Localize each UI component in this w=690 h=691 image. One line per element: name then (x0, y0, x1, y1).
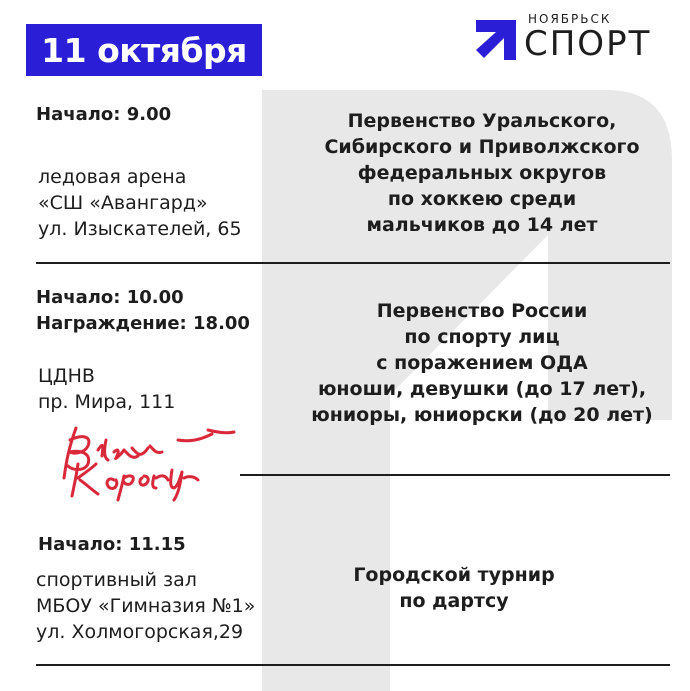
title-line: по хоккею среди (387, 188, 577, 210)
event-3-start: Начало: 11.15 (38, 534, 186, 555)
event-2-venue (38, 363, 175, 415)
event-1-title (278, 108, 686, 238)
brand-logo (474, 12, 684, 68)
divider (36, 664, 670, 666)
date-badge (26, 24, 262, 76)
title-line: юниоры, юниорски (до 20 лет) (311, 404, 653, 426)
title-line: по спорту лиц (404, 326, 560, 348)
title-line: с поражением ОДА (376, 352, 588, 374)
event-2-award: Награждение: 18.00 (36, 313, 250, 334)
divider (240, 474, 670, 476)
title-line: Сибирского и Приволжского (324, 136, 640, 158)
event-2-title (278, 298, 686, 428)
date-label: 11 октября (41, 30, 247, 70)
venue-line: МБОУ «Гимназия №1» (36, 595, 256, 617)
venue-line: ЦДНВ (38, 365, 95, 387)
title-line: Первенство России (376, 300, 588, 322)
event-2-start: Начало: 10.00 (36, 287, 184, 308)
title-line: федеральных округов (357, 162, 607, 184)
event-1-start: Начало: 9.00 (36, 104, 172, 125)
venue-line: ледовая арена (38, 166, 187, 188)
logo-subtitle: НОЯБРЬСК (528, 12, 612, 26)
event-3-venue (36, 567, 255, 645)
venue-line: «СШ «Авангард» (38, 192, 208, 214)
logo-title: СПОРТ (524, 24, 652, 64)
title-line: мальчиков до 14 лет (366, 214, 598, 236)
slogan-signature (58, 420, 248, 502)
venue-line: пр. Мира, 111 (38, 391, 176, 413)
divider (36, 262, 670, 264)
venue-line: спортивный зал (36, 569, 197, 591)
title-line: Первенство Уральского, (347, 110, 617, 132)
logo-arrow-icon (474, 18, 518, 62)
title-line: по дартсу (399, 590, 509, 612)
event-3-title (340, 562, 568, 614)
venue-line: ул. Холмогорская,29 (36, 621, 244, 643)
title-line: Городской турнир (353, 564, 555, 586)
venue-line: ул. Изыскателей, 65 (38, 218, 242, 240)
event-1-venue (38, 164, 242, 242)
title-line: юноши, девушки (до 17 лет), (317, 378, 647, 400)
